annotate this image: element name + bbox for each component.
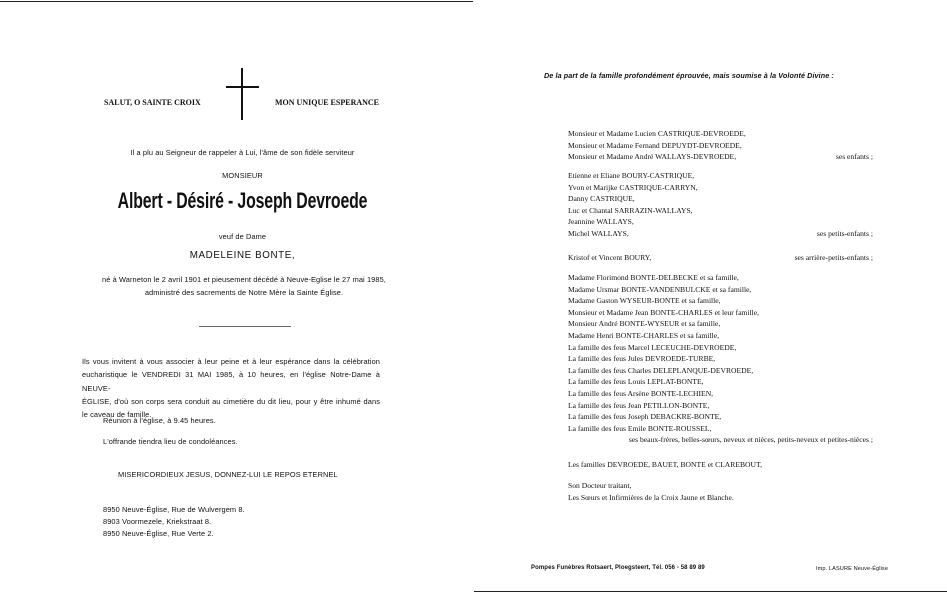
list-item: Madame Ursmar BONTE-VANDENBULCKE et sa famille, bbox=[568, 284, 752, 294]
invitation-line: ÉGLISE, d'où son corps sera conduit au cimetière du dit lieu, pour y être inhumé dans bbox=[82, 396, 380, 406]
list-item: La famille des feus Charles DELEPLANQUE-DEVROEDE, bbox=[568, 365, 754, 375]
list-item: Monsieur et Madame Lucien CASTRIQUE-DEVROEDE, bbox=[568, 129, 746, 138]
left-page bbox=[0, 0, 473, 593]
esperance-text: MON UNIQUE ESPERANCE bbox=[275, 98, 380, 107]
birth-death-line: né à Warneton le 2 avril 1901 et pieusement décédé à Neuve-Eglise le 27 mai 1985, bbox=[102, 275, 386, 284]
list-item: Madame Henri BONTE-CHARLES et sa famille, bbox=[568, 330, 719, 340]
deceased-name: Albert - Désiré - Joseph Devroede bbox=[117, 188, 368, 213]
grandchildren-label: ses petits-enfants ; bbox=[816, 228, 873, 238]
list-item: Michel WALLAYS, ses petits-enfants ; bbox=[568, 228, 873, 238]
children-block bbox=[568, 128, 873, 163]
veuf-text: veuf de Dame bbox=[218, 232, 267, 241]
nurses-line: Les Sœurs et Infirmières de la Croix Jaune et Blanche. bbox=[568, 493, 734, 502]
salut-text: SALUT, O SAINTE CROIX bbox=[104, 98, 201, 107]
great-grandchildren-block bbox=[568, 252, 873, 264]
list-item: Yvon et Marijke CASTRIQUE-CARRYN, bbox=[568, 182, 698, 192]
invitation-line: Ils vous invitent à vous associer à leur peine et à leur espérance dans la célébration bbox=[82, 357, 380, 366]
invitation-line: le caveau de famille. bbox=[82, 410, 152, 420]
families-line: Les familles DEVROEDE, BAUET, BONTE et CLAREBOUT, bbox=[568, 460, 762, 469]
reunion-text: Réunion à l'église, à 9.45 heures. bbox=[103, 416, 216, 425]
list-item: Madame Florimond BONTE-DELBECKE et sa famille, bbox=[568, 273, 739, 282]
separator-line bbox=[199, 326, 291, 327]
list-item: Kristof et Vincent BOURY, ses arrière-petits-enfants ; bbox=[568, 253, 873, 262]
monsieur-text: MONSIEUR bbox=[222, 171, 263, 180]
prayer-text: MISERICORDIEUX JESUS, DONNEZ-LUI LE REPOS ETERNEL bbox=[118, 470, 338, 479]
list-item: La famille des feus Joseph DEBACKRE-BONTE, bbox=[568, 412, 722, 422]
list-item: Monsieur et Madame André WALLAYS-DEVROEDE, ses enfants ; bbox=[568, 152, 873, 162]
doctor-line: Son Docteur traitant, bbox=[568, 481, 632, 490]
invitation-paragraph bbox=[82, 355, 380, 421]
printer-text: Imp. LASURE Neuve-Église bbox=[816, 566, 889, 572]
great-grandchildren-label: ses arrière-petits-enfants ; bbox=[794, 253, 873, 262]
intro-text: Il a plu au Seigneur de rappeler à Lui, l'âme de son fidèle serviteur bbox=[130, 148, 355, 157]
list-item: Monsieur André BONTE-WYSEUR et sa famille, bbox=[568, 319, 721, 329]
address-line: 8950 Neuve-Église, Rue Verte 2. bbox=[103, 529, 214, 538]
list-item: Luc et Chantal SARRAZIN-WALLAYS, bbox=[568, 205, 693, 215]
cross-icon bbox=[241, 68, 243, 120]
family-header: De la part de la famille profondément éprouvée, mais soumise à la Volonté Divine : bbox=[544, 71, 834, 80]
address-line: 8903 Voormezele, Kriekstraat 8. bbox=[103, 517, 212, 526]
list-item: La famille des feus Jean PETILLON-BONTE, bbox=[568, 400, 710, 410]
invitation-line: eucharistique le VENDREDI 31 MAI 1985, à 10 heures, en l'église Notre-Dame à NEUVE- bbox=[82, 370, 380, 393]
list-item: Monsieur et Madame Fernand DEPUYDT-DEVROEDE, bbox=[568, 140, 742, 150]
children-label: ses enfants ; bbox=[835, 152, 873, 162]
list-item: La famille des feus Jules DEVROEDE-TURBE, bbox=[568, 354, 716, 364]
grandchildren-block bbox=[568, 170, 873, 240]
list-item: Monsieur et Madame Jean BONTE-CHARLES et leur famille, bbox=[568, 307, 760, 317]
bottom-border-line bbox=[474, 591, 947, 592]
list-item bbox=[568, 434, 873, 446]
top-border-line bbox=[0, 1, 473, 2]
spouse-name: MADELEINE BONTE, bbox=[189, 250, 296, 261]
list-item: La famille des feus Louis LEPLAT-BONTE, bbox=[568, 377, 704, 387]
list-item: La famille des feus Emile BONTE-ROUSSEL, bbox=[568, 423, 712, 433]
deceased-name-wrapper bbox=[40, 188, 445, 214]
cross-icon-bar bbox=[226, 86, 259, 88]
funeral-home-text: Pompes Funèbres Rotsaert, Ploegsteert, Tél. 056 - 58 89 89 bbox=[531, 565, 705, 571]
list-item: Madame Gaston WYSEUR-BONTE et sa famille, bbox=[568, 296, 721, 306]
relatives-block bbox=[568, 272, 873, 446]
sacraments-line: administré des sacrements de Notre Mère la Sainte Église. bbox=[144, 288, 344, 297]
offrande-text: L'offrande tiendra lieu de condoléances. bbox=[103, 437, 238, 446]
list-item: Danny CASTRIQUE, bbox=[568, 194, 635, 204]
address-line: 8950 Neuve-Église, Rue de Wulvergem 8. bbox=[103, 505, 245, 514]
relatives-label: ses beaux-frères, belles-sœurs, neveux et nièces, petits-neveux et petites-nièces ; bbox=[628, 435, 873, 445]
list-item: La famille des feus Marcel LECEUCHE-DEVROEDE, bbox=[568, 342, 737, 352]
list-item: Etienne et Eliane BOURY-CASTRIQUE, bbox=[568, 171, 695, 180]
list-item: Jeannine WALLAYS, bbox=[568, 217, 634, 227]
list-item: La famille des feus Arsène BONTE-LECHIEN, bbox=[568, 388, 714, 398]
